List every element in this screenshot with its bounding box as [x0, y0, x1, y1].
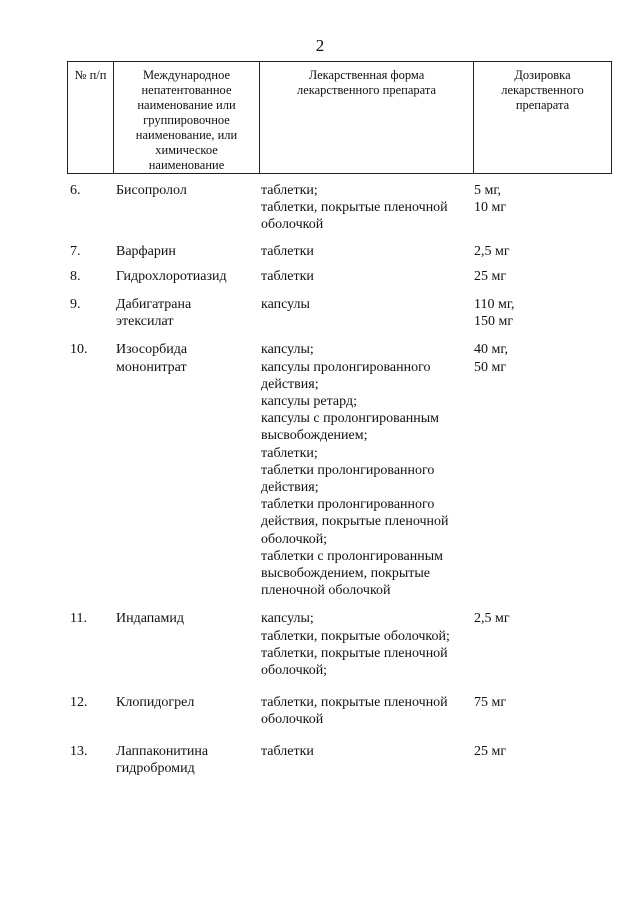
drug-name-line: Изосорбида	[116, 342, 188, 358]
row-number-line: 8.	[70, 268, 81, 284]
dosage-form-line: капсулы	[261, 297, 310, 313]
dosage-line: 50 мг	[474, 359, 507, 375]
drug-name	[113, 296, 259, 330]
dosage-form	[259, 694, 473, 728]
table-row	[67, 743, 611, 777]
table-row	[67, 341, 611, 599]
drug-name-line: Гидрохлоротиазид	[116, 268, 227, 284]
dosage	[473, 296, 611, 330]
dosage-line: 40 мг,	[474, 342, 509, 358]
dosage-form-line: оболочкой;	[261, 531, 328, 547]
dosage-form	[259, 341, 473, 599]
dosage-form	[259, 243, 473, 260]
drug-name	[113, 268, 259, 285]
table-row	[67, 610, 611, 679]
header-form-line: Лекарственная форма	[308, 68, 425, 82]
row-number	[67, 610, 113, 679]
dosage-form-line: таблетки, покрытые оболочкой;	[261, 628, 450, 644]
row-number-line: 13.	[70, 743, 88, 759]
drug-name	[113, 694, 259, 728]
drug-name	[113, 182, 259, 234]
dosage-form-line: таблетки с пролонгированным	[261, 548, 444, 564]
dosage-form-line: таблетки, покрытые пленочной	[261, 200, 448, 216]
dosage	[473, 341, 611, 599]
dosage-form-line: высвобождением;	[261, 428, 368, 444]
header-name	[114, 62, 260, 174]
dosage-form-line: оболочкой	[261, 712, 324, 728]
drug-name	[113, 243, 259, 260]
dosage-form-line: капсулы пролонгированного	[261, 359, 431, 375]
dosage-form-line: таблетки пролонгированного	[261, 462, 435, 478]
dosage-form-line: капсулы;	[261, 611, 314, 627]
table-row	[67, 268, 611, 285]
dosage-line: 25 мг	[474, 268, 507, 284]
drug-name-line: этексилат	[116, 314, 174, 330]
row-number-line: 7.	[70, 243, 81, 259]
dosage-form-line: таблетки, покрытые пленочной	[261, 645, 448, 661]
dosage-form-line: таблетки;	[261, 183, 318, 198]
dosage-form-line: действия;	[261, 376, 319, 392]
dosage-line: 75 мг	[474, 695, 507, 711]
row-number	[67, 341, 113, 599]
dosage-line: 5 мг,	[474, 183, 502, 198]
dosage-form-line: таблетки пролонгированного	[261, 497, 435, 513]
dosage-form-line: оболочкой;	[261, 663, 328, 679]
row-number	[67, 182, 113, 234]
header-name-line: непатентованное	[141, 83, 232, 97]
header-dosage	[474, 62, 612, 174]
row-number	[67, 243, 113, 260]
dosage-form	[259, 268, 473, 285]
row-number-line: 9.	[70, 297, 81, 313]
header-name-line: наименование	[148, 158, 225, 172]
drug-name-line: Лаппаконитина	[116, 743, 209, 759]
dosage-form	[259, 610, 473, 679]
row-number-line: 6.	[70, 183, 81, 198]
dosage-form	[259, 296, 473, 330]
drug-list	[67, 182, 611, 777]
header-dosage-line: Дозировка	[514, 68, 571, 82]
drug-name-line: Индапамид	[116, 611, 184, 627]
dosage-form	[259, 182, 473, 234]
header-name-line: химическое	[155, 143, 218, 157]
dosage	[473, 268, 611, 285]
table-row	[67, 243, 611, 260]
dosage-form	[259, 743, 473, 777]
dosage-form-line: капсулы с пролонгированным	[261, 411, 440, 427]
dosage-line: 150 мг	[474, 314, 514, 330]
header-name-line: наименование или	[137, 98, 236, 112]
dosage-line: 2,5 мг	[474, 611, 510, 627]
dosage-form-line: таблетки	[261, 243, 314, 259]
table-row	[67, 296, 611, 330]
dosage-form-line: капсулы;	[261, 342, 314, 358]
dosage-line: 10 мг	[474, 200, 507, 216]
page-number: 2	[315, 36, 325, 55]
header-name-line: группировочное	[143, 113, 230, 127]
header-name-line: наименование, или	[135, 128, 238, 142]
dosage-form-line: таблетки;	[261, 445, 318, 461]
drug-name-line: гидробромид	[116, 760, 195, 776]
drug-name-line: Варфарин	[116, 243, 176, 259]
header-dosage-line: лекарственного	[501, 83, 584, 97]
dosage-form-line: капсулы ретард;	[261, 394, 357, 410]
row-number	[67, 694, 113, 728]
dosage-form-line: действия, покрытые пленочной	[261, 514, 449, 530]
row-number-line: 10.	[70, 342, 88, 358]
header-name-line: Международное	[142, 68, 231, 82]
drug-name	[113, 743, 259, 777]
dosage	[473, 610, 611, 679]
dosage-line: 2,5 мг	[474, 243, 510, 259]
drug-name	[113, 610, 259, 679]
table-header	[67, 61, 612, 174]
drug-name-line: Бисопролол	[116, 183, 187, 198]
table-row	[67, 182, 611, 234]
dosage-form-line: таблетки	[261, 268, 314, 284]
row-number-line: 12.	[70, 695, 88, 711]
dosage-form-line: действия;	[261, 480, 319, 496]
dosage	[473, 743, 611, 777]
header-form-line: лекарственного препарата	[296, 83, 437, 97]
row-number	[67, 296, 113, 330]
row-number-line: 11.	[70, 611, 87, 627]
header-form	[260, 62, 474, 174]
drug-name-line: Клопидогрел	[116, 695, 195, 711]
row-number	[67, 743, 113, 777]
drug-name-line: мононитрат	[116, 359, 187, 375]
dosage	[473, 243, 611, 260]
dosage-form-line: оболочкой	[261, 217, 324, 233]
dosage-form-line: пленочной оболочкой	[261, 583, 391, 599]
drug-name-line: Дабигатрана	[116, 297, 192, 313]
drug-name	[113, 341, 259, 599]
dosage-form-line: высвобождением, покрытые	[261, 566, 431, 582]
table-row	[67, 694, 611, 728]
dosage-line: 25 мг	[474, 743, 507, 759]
dosage-form-line: таблетки	[261, 743, 314, 759]
dosage-line: 110 мг,	[474, 297, 515, 313]
header-dosage-line: препарата	[515, 98, 570, 112]
dosage-form-line: таблетки, покрытые пленочной	[261, 695, 448, 711]
dosage	[473, 694, 611, 728]
dosage	[473, 182, 611, 234]
header-number: № п/п	[68, 62, 114, 174]
row-number	[67, 268, 113, 285]
